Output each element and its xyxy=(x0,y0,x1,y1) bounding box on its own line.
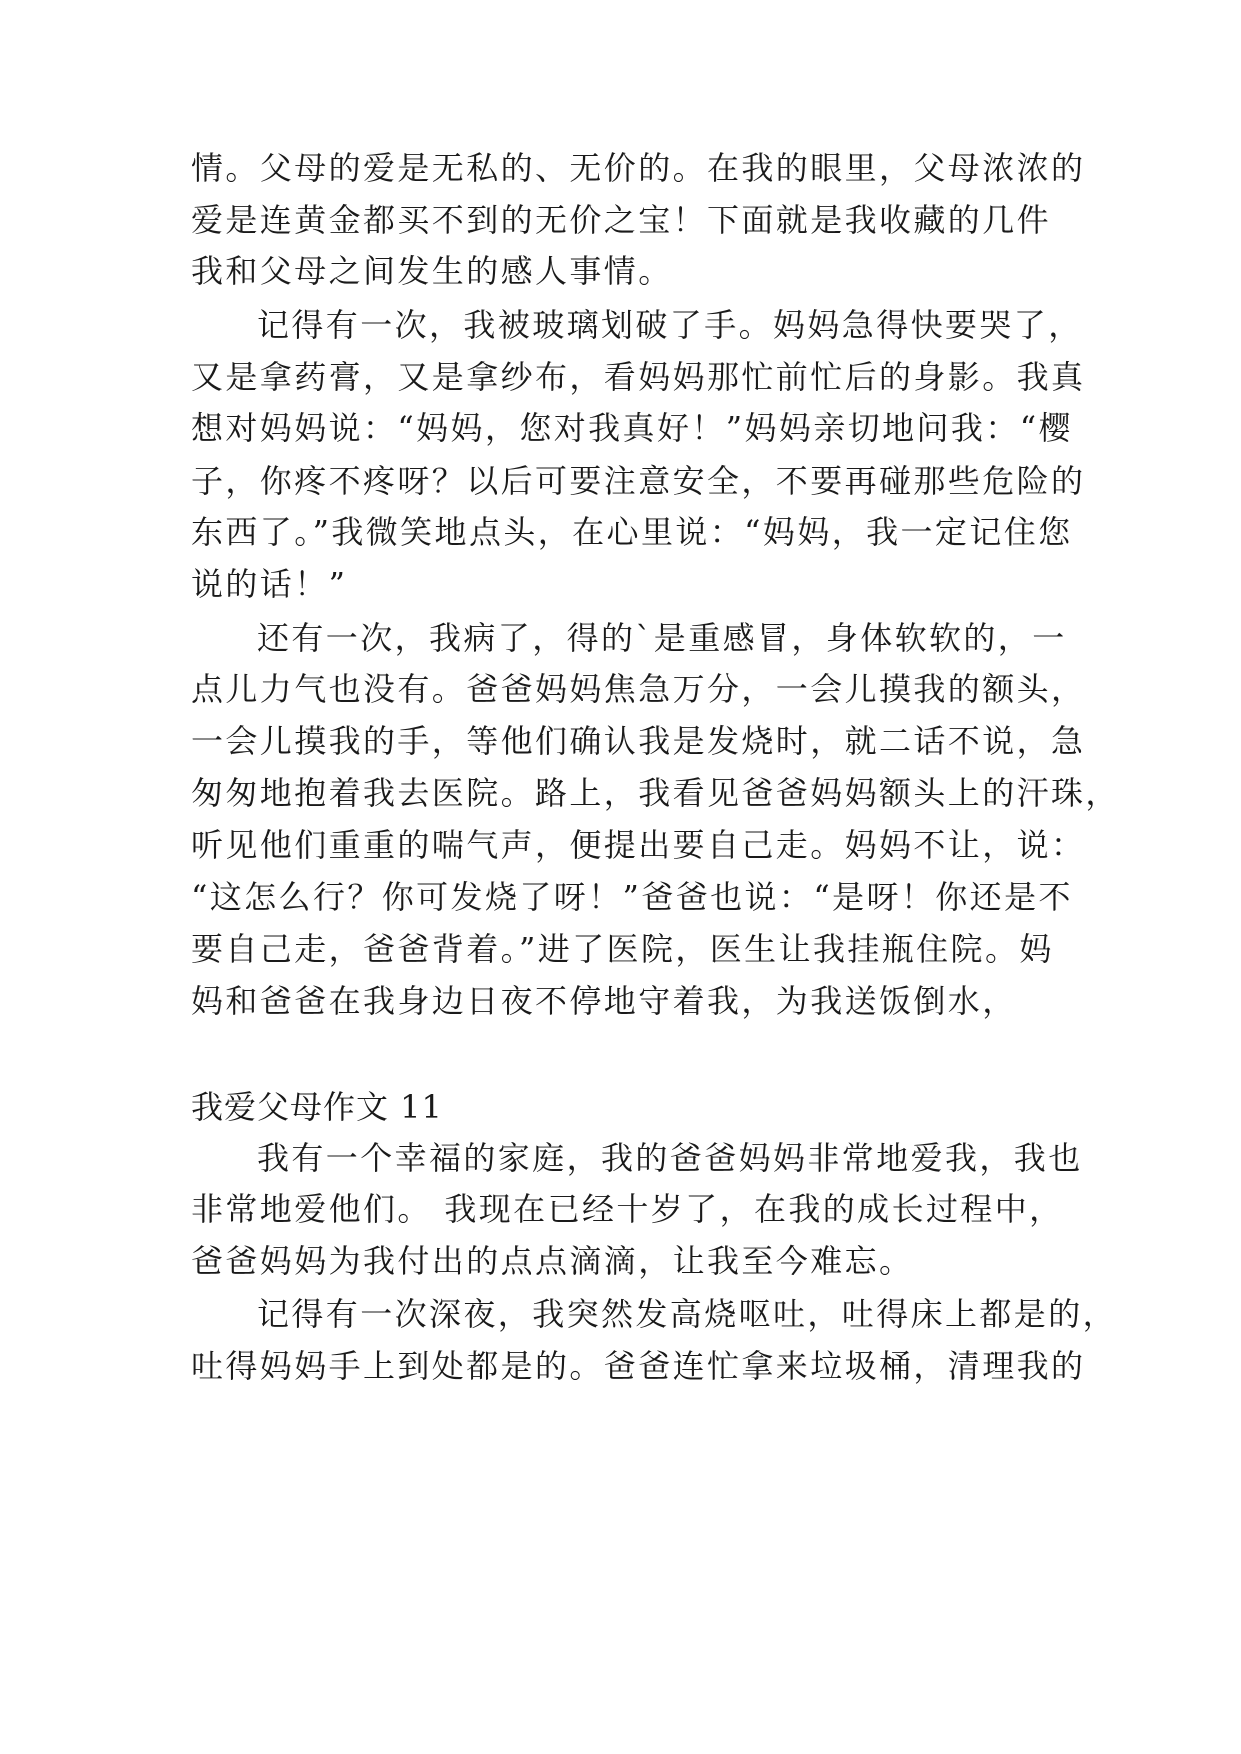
paragraph-line: 一会儿摸我的手，等他们确认我是发烧时，就二话不说，急 xyxy=(191,722,1086,760)
paragraph-line: 吐得妈妈手上到处都是的。爸爸连忙拿来垃圾桶，清理我的 xyxy=(191,1347,1086,1385)
paragraph-line: 爸爸妈妈为我付出的点点滴滴，让我至今难忘。 xyxy=(191,1242,914,1280)
paragraph-line: 又是拿药膏，又是拿纱布，看妈妈那忙前忙后的身影。我真 xyxy=(191,358,1086,396)
paragraph-line: 爱是连黄金都买不到的无价之宝！下面就是我收藏的几件 xyxy=(191,201,1052,239)
paragraph-line: 情。父母的爱是无私的、无价的。在我的眼里，父母浓浓的 xyxy=(191,149,1086,187)
paragraph-line: “这怎么行？你可发烧了呀！”爸爸也说：“是呀！你还是不 xyxy=(191,878,1073,916)
paragraph-line: 记得有一次深夜，我突然发高烧呕吐，吐得床上都是的， xyxy=(257,1295,1118,1333)
paragraph-line: 说的话！” xyxy=(191,565,348,603)
paragraph-line: 听见他们重重的喘气声，便提出要自己走。妈妈不让，说： xyxy=(191,826,1086,864)
paragraph-line: 非常地爱他们。 我现在已经十岁了，在我的成长过程中， xyxy=(191,1190,1064,1228)
paragraph-line: 匆匆地抱着我去医院。路上，我看见爸爸妈妈额头上的汗珠， xyxy=(191,774,1120,812)
paragraph-line: 我有一个幸福的家庭，我的爸爸妈妈非常地爱我，我也 xyxy=(257,1139,1083,1177)
paragraph-line: 还有一次，我病了，得的`是重感冒，身体软软的，一 xyxy=(257,619,1067,657)
paragraph-line: 记得有一次，我被玻璃划破了手。妈妈急得快要哭了， xyxy=(257,306,1083,344)
paragraph-line: 东西了。”我微笑地点头，在心里说：“妈妈，我一定记住您 xyxy=(191,513,1073,551)
paragraph-line: 想对妈妈说：“妈妈，您对我真好！”妈妈亲切地问我：“樱 xyxy=(191,409,1073,447)
paragraph-line: 点儿力气也没有。爸爸妈妈焦急万分，一会儿摸我的额头， xyxy=(191,670,1086,708)
paragraph-line: 要自己走，爸爸背着。”进了医院，医生让我挂瓶住院。妈 xyxy=(191,930,1054,968)
paragraph-line: 子，你疼不疼呀？以后可要注意安全，不要再碰那些危险的 xyxy=(191,462,1086,500)
paragraph-line: 我和父母之间发生的感人事情。 xyxy=(191,252,673,290)
paragraph-line: 妈和爸爸在我身边日夜不停地守着我，为我送饭倒水， xyxy=(191,982,1017,1020)
section-title: 我爱父母作文 11 xyxy=(191,1088,443,1126)
